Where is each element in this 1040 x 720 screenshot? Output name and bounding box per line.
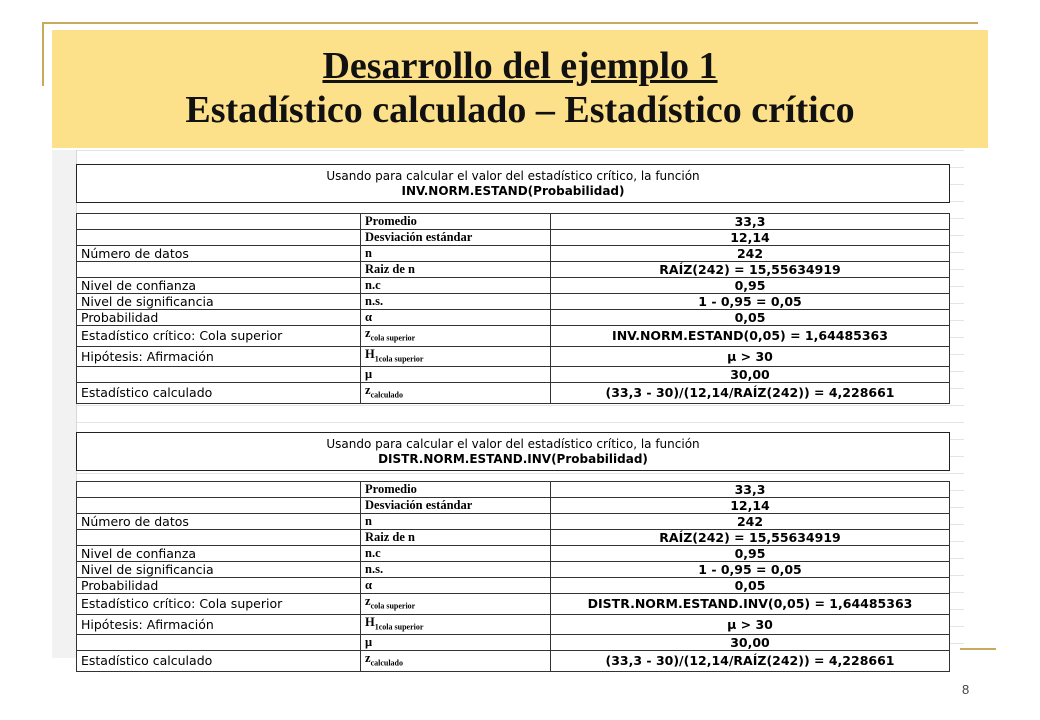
left-decor-line [42, 22, 44, 86]
table-row: Nivel de confianza n.c 0,95 [77, 546, 950, 562]
table1-block [76, 164, 950, 404]
table-row: μ 30,00 [77, 367, 950, 383]
table-row: Raiz de n RAÍZ(242) = 15,55634919 [77, 262, 950, 278]
table1-header [76, 164, 950, 203]
spreadsheet-image [52, 150, 964, 669]
bottom-decor-line [960, 648, 996, 650]
table-row: Estadístico calculado $z_{calculado}$ (33,3 - 30)/(12,14/RAÍZ(242)) = 4,228661 [77, 651, 950, 672]
table2-header-line1: Usando para calcular el valor del estadístico crítico, la función [326, 437, 700, 451]
table-row: Estadístico crítico: Cola superior $z_{cola superior}$ DISTR.NORM.ESTAND.INV(0,05) = 1,64485363 [77, 594, 950, 615]
table-row: Nivel de significancia n.s. 1 - 0,95 = 0,05 [77, 294, 950, 310]
table-row: Número de datos n 242 [77, 246, 950, 262]
row-label: Estadístico crítico: Cola superior [77, 326, 361, 347]
row-label: Nivel de significancia [77, 562, 361, 578]
row-label: Nivel de confianza [77, 278, 361, 294]
table-row: μ 30,00 [77, 635, 950, 651]
table-row: Desviación estándar 12,14 [77, 230, 950, 246]
table-row: Promedio 33,3 [77, 214, 950, 230]
row-label: Probabilidad [77, 578, 361, 594]
slide-title: Desarrollo del ejemplo 1 [322, 45, 718, 87]
table-row: Hipótesis: Afirmación $H_{1cola superior}$ μ > 30 [77, 614, 950, 635]
table-row: Número de datos n 242 [77, 514, 950, 530]
table-row: Promedio 33,3 [77, 482, 950, 498]
table2 [76, 481, 950, 672]
row-label: Número de datos [77, 246, 361, 262]
table-row: Nivel de confianza n.c 0,95 [77, 278, 950, 294]
table-row: Hipótesis: Afirmación $H_{1cola superior}$ μ > 30 [77, 346, 950, 367]
table1-header-line1: Usando para calcular el valor del estadístico crítico, la función [326, 169, 700, 183]
row-label: Hipótesis: Afirmación [77, 614, 361, 635]
table-row: Estadístico calculado $z_{calculado}$ (33,3 - 30)/(12,14/RAÍZ(242)) = 4,228661 [77, 383, 950, 404]
row-label: Número de datos [77, 514, 361, 530]
table-row: Probabilidad α 0,05 [77, 310, 950, 326]
row-label: Estadístico crítico: Cola superior [77, 594, 361, 615]
row-label: Nivel de significancia [77, 294, 361, 310]
title-banner [52, 30, 988, 148]
table1 [76, 213, 950, 404]
table2-block [76, 432, 950, 672]
slide-subtitle: Estadístico calculado – Estadístico crítico [185, 89, 855, 131]
row-label: Estadístico calculado [77, 651, 361, 672]
top-decor-line [42, 22, 978, 24]
table1-header-function: INV.NORM.ESTAND(Probabilidad) [401, 184, 625, 198]
row-label: Hipótesis: Afirmación [77, 346, 361, 367]
table-row: Nivel de significancia n.s. 1 - 0,95 = 0,05 [77, 562, 950, 578]
table2-header-function: DISTR.NORM.ESTAND.INV(Probabilidad) [378, 452, 648, 466]
page-number: 8 [962, 682, 970, 697]
row-label: Probabilidad [77, 310, 361, 326]
table-row: Estadístico crítico: Cola superior $z_{cola superior}$ INV.NORM.ESTAND(0,05) = 1,64485363 [77, 326, 950, 347]
row-label: Estadístico calculado [77, 383, 361, 404]
table-row: Probabilidad α 0,05 [77, 578, 950, 594]
table-row: Desviación estándar 12,14 [77, 498, 950, 514]
row-label: Nivel de confianza [77, 546, 361, 562]
table-row: Raiz de n RAÍZ(242) = 15,55634919 [77, 530, 950, 546]
table2-header [76, 432, 950, 471]
